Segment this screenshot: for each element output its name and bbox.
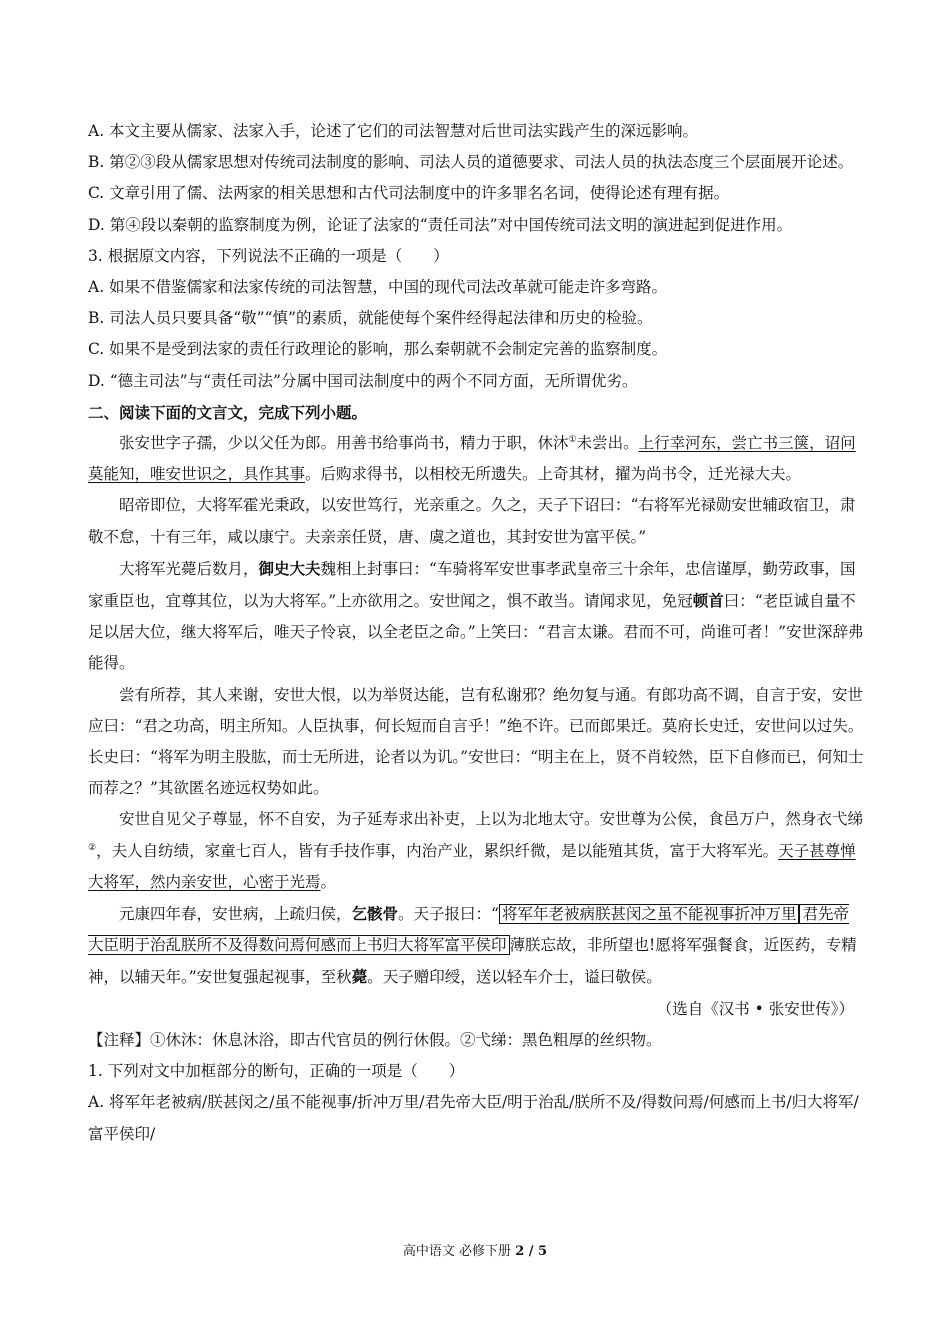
bold-term-yushidafu: 御史大夫	[258, 558, 321, 578]
q2-option-d: D. 第④段以秦朝的监察制度为例，论证了法家的“责任司法”对中国传统司法文明的演进起到促进作用。	[88, 215, 793, 234]
bold-term-hong: 薨	[351, 967, 368, 987]
q3-option-d: D. “德主司法”与“责任司法”分属中国司法制度中的两个不同方面，无所谓优劣。	[88, 371, 638, 390]
q3-option-c: C. 如果不是受到法家的责任行政理论的影响，那么秦朝就不会制定完善的监察制度。	[88, 340, 668, 359]
page-footer	[0, 1240, 950, 1259]
boxed-text-line-2: 君先帝大臣明于治乱朕所不及得数问焉何感而上书归大将军富平侯印	[88, 905, 849, 955]
footnote-marker-1: ①	[568, 434, 577, 445]
q2-option-a: A. 本文主要从儒家、法家入手，论述了它们的司法智慧对后世司法实践产生的深远影响。	[88, 122, 699, 140]
footer-course-label: 高中语文 必修下册	[402, 1244, 516, 1259]
passage-paragraph-6: 元康四年春，安世病，上疏归侯，乞骸骨。天子报曰：“ 将军年老被病朕甚闵之虽不能视事折冲万里 君先帝大臣明于治乱朕所不及得数问焉何感而上书归大将军富平侯印 薄朕忘故，非所望也!愿将军强餐食，近医药，专精神，以辅天年。”安世复强起视事，至秋薨。天子赠印绶，送以轻车介士，谥曰敬侯。	[88, 904, 857, 987]
footnote-marker-2: ②	[88, 842, 97, 853]
underlined-sentence-1: 上行幸河东，尝亡书三箧，诏问莫能知，唯安世识之，具作其事	[88, 434, 856, 484]
passage-source: （选自《汉书 • 张安世传》）	[656, 999, 854, 1018]
q1-stem: 1. 下列对文中加框部分的断句，正确的一项是（ ）	[88, 1062, 465, 1081]
passage-paragraph-3: 大将军光薨后数月，御史大夫魏相上封事曰：“车骑将军安世事孝武皇帝三十余年，忠信谨厚，勤劳政事，国家重臣也，宜尊其位，以为大将军。”上亦欲用之。安世闻之，惧不敢当。请闻求见，免冠顿首曰：“老臣诚自量不足以居大位，继大将军后，唯天子怜哀，以全老臣之命。”上笑曰：“君言太谦。君而不可，尚谁可者！”安世深辞弗能得。	[88, 558, 864, 673]
passage-paragraph-4: 尝有所荐，其人来谢，安世大恨，以为举贤达能，岂有私谢邪？绝勿复与通。有郎功高不调，自言于安，安世应曰：“君之功高，明主所知。人臣执事，何长短而自言乎！”绝不许。已而郎果迁。莫府长史迁，安世问以过失。长史曰：“将军为明主股肱，而士无所进，论者以为讥。”安世曰：“明主在上，贤不肖较然，臣下自修而已，何知士而荐之？”其欲匿名迹远权势如此。	[88, 685, 864, 798]
q3-option-a: A. 如果不借鉴儒家和法家传统的司法智慧，中国的现代司法改革就可能走许多弯路。	[88, 278, 668, 297]
underlined-sentence-2: 天子甚尊惮大将军，然内亲安世，心密于光焉	[88, 841, 856, 891]
q3-stem: 3. 根据原文内容，下列说法不正确的一项是（ ）	[88, 246, 449, 265]
boxed-text-line-1: 将军年老被病朕甚闵之虽不能视事折冲万里	[499, 904, 800, 924]
page-number: 2 / 5	[515, 1244, 548, 1259]
passage-paragraph-5: 安世自见父子尊显，怀不自安，为子延寿求出补吏，上以为北地太守。安世尊为公侯，食邑万户，然身衣弋绨②，夫人自纺绩，家童七百人，皆有手技作事，内治产业，累织纤微，是以能殖其货，富于大将军光。天子甚尊惮大将军，然内亲安世，心密于光焉。	[88, 810, 864, 891]
annotation-notes: 【注释】①休沐：休息沐浴，即古代官员的例行休假。②弋绨：黑色粗厚的丝织物。	[88, 1030, 662, 1049]
q2-option-b: B. 第②③段从儒家思想对传统司法制度的影响、司法人员的道德要求、司法人员的执法态度三个层面展开论述。	[88, 153, 854, 172]
passage-paragraph-2: 昭帝即位，大将军霍光秉政，以安世笃行，光亲重之。久之，天子下诏曰：“右将军光禄勋安世辅政宿卫，肃敬不怠，十有三年，咸以康宁。夫亲亲任贤，唐、虞之道也，其封安世为富平侯。”	[88, 496, 856, 546]
section-2-title: 二、阅读下面的文言文，完成下列小题。	[88, 402, 368, 422]
bold-term-dunshou: 顿首	[692, 591, 724, 611]
q1-option-a: A. 将军年老被病/朕甚闵之/虽不能视事/折冲万里/君先帝大臣/明于治乱/朕所不及/得数问焉/何感而上书/归大将军/富平侯印/	[88, 1093, 859, 1143]
bold-term-qihaigu: 乞骸骨	[351, 904, 399, 924]
q2-option-c: C. 文章引用了儒、法两家的相关思想和古代司法制度中的许多罪名名词，使得论述有理有据。	[88, 184, 730, 203]
q3-option-b: B. 司法人员只要具备“敬”“慎”的素质，就能使每个案件经得起法律和历史的检验。	[88, 309, 653, 328]
passage-paragraph-1: 张安世字子孺，少以父任为郎。用善书给事尚书，精力于职，休沐①未尝出。上行幸河东，尝亡书三箧，诏问莫能知，唯安世识之，具作其事。后购求得书，以相校无所遗失。上奇其材，擢为尚书令，迁光禄大夫。	[88, 434, 856, 484]
document-body	[88, 116, 864, 1150]
